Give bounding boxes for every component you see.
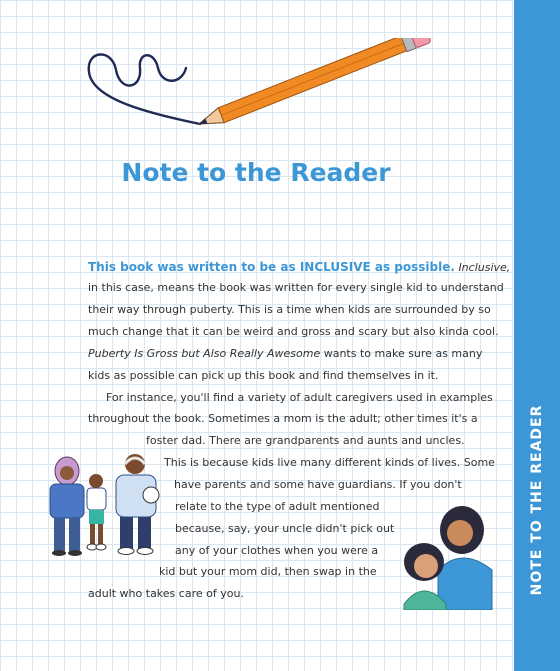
body-line: much change that it can be weird and gross and scary but also kinda cool. — [88, 325, 499, 338]
body-line: foster dad. There are grandparents and aunts and uncles. — [146, 434, 465, 447]
body-line: kids as possible can pick up this book and find themselves in it. — [88, 369, 439, 382]
side-tab-label: NOTE TO THE READER — [529, 404, 545, 596]
body-line — [88, 347, 482, 361]
body-line: adult who takes care of you. — [88, 587, 244, 600]
body-text: wants to make sure as many — [320, 347, 483, 360]
woman-figure — [50, 457, 84, 556]
body-line: kid but your mom did, then swap in the — [159, 565, 377, 578]
side-tab — [514, 0, 560, 671]
body-line: relate to the type of adult mentioned — [175, 500, 380, 513]
body-line: For instance, you'll find a variety of adult caregivers used in examples — [106, 391, 493, 404]
body-line: have parents and some have guardians. If you don't — [174, 478, 462, 491]
body-line: This is because kids live many different kinds of lives. Some — [164, 456, 495, 469]
mother-daughter-illustration — [396, 500, 506, 610]
pencil-scribble — [89, 54, 200, 124]
body-line: in this case, means the book was written for every single kid to understand — [88, 281, 504, 294]
body-line: throughout the book. Sometimes a mom is the adult; other times it's a — [88, 412, 478, 425]
lead-sentence: This book was written to be as INCLUSIVE as possible. — [88, 260, 455, 274]
pencil — [196, 38, 431, 132]
book-title: Puberty Is Gross but Also Really Awesome — [88, 347, 321, 360]
grandfather-figure — [116, 454, 159, 555]
boy-figure — [87, 474, 106, 550]
page-title: Note to the Reader — [121, 158, 391, 187]
mother-figure — [438, 506, 492, 610]
body-line: any of your clothes when you were a — [175, 544, 379, 557]
body-line: their way through puberty. This is a time when kids are surrounded by so — [88, 303, 491, 316]
body-line — [88, 260, 510, 275]
family-illustration — [40, 448, 162, 558]
italic-term: Inclusive, — [458, 261, 511, 274]
pencil-illustration — [82, 38, 452, 133]
body-line: because, say, your uncle didn't pick out — [175, 522, 395, 535]
